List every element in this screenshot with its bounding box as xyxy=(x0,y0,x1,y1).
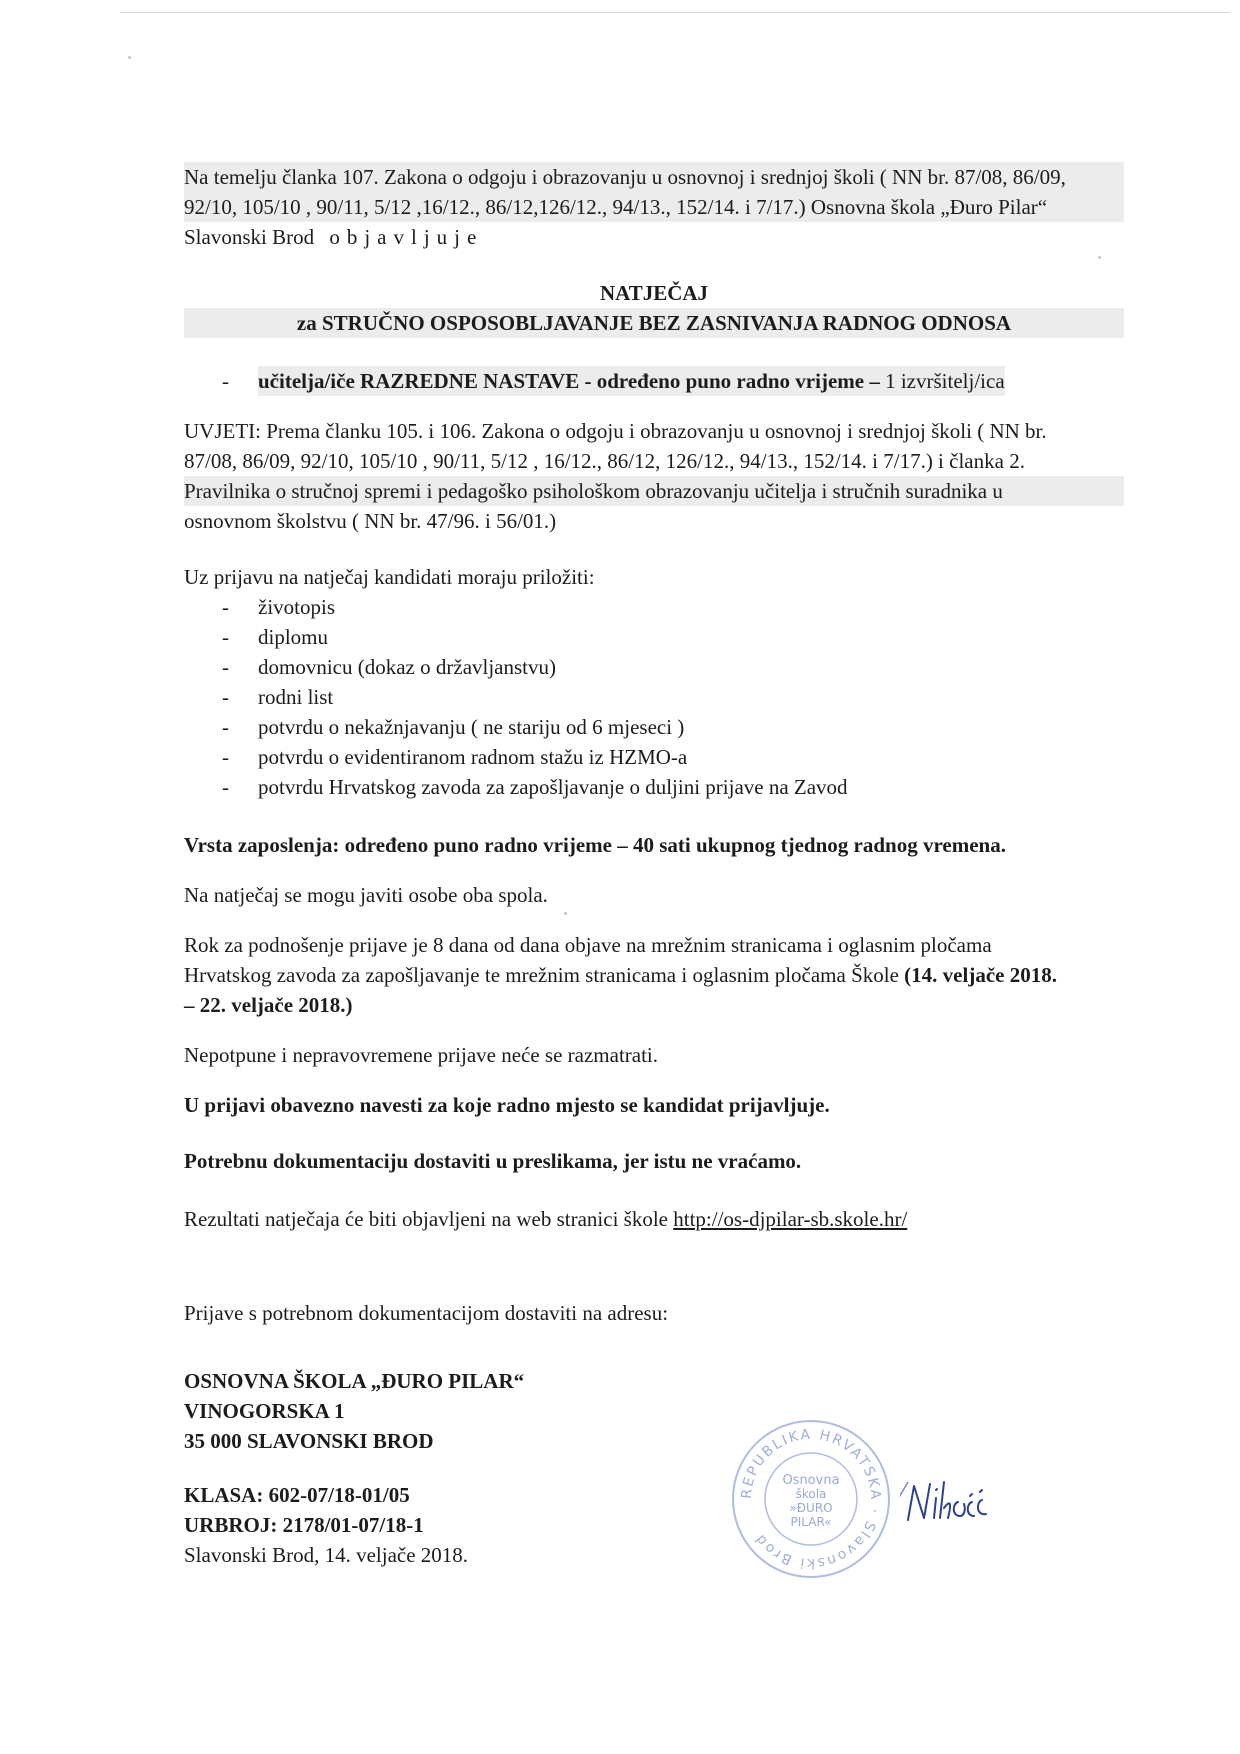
list-item: - životopis xyxy=(184,592,1124,622)
copies-note: Potrebnu dokumentaciju dostaviti u preslikama, jer istu ne vraćamo. xyxy=(184,1149,802,1173)
documents-section xyxy=(184,562,1124,802)
stamp-line: škola xyxy=(795,1487,827,1501)
position-count: 1 izvršitelj/ica xyxy=(885,369,1005,393)
deadline-line xyxy=(184,990,1124,1020)
conditions-paragraph xyxy=(184,416,1124,536)
deadline-paragraph xyxy=(184,930,1124,1020)
list-item: - potvrdu o evidentiranom radnom stažu iz HZMO-a xyxy=(184,742,1124,772)
stamp-line: Osnovna xyxy=(782,1473,840,1488)
list-item: - diplomu xyxy=(184,622,1124,652)
deadline-text: Hrvatskog zavoda za zapošljavanje te mrežnim stranicama i oglasnim pločama Škole xyxy=(184,963,899,987)
stamp-line: PILAR« xyxy=(790,1515,832,1529)
results-text: Rezultati natječaja će biti objavljeni na web stranici škole xyxy=(184,1207,668,1231)
klasa: KLASA: 602-07/18-01/05 xyxy=(184,1483,410,1507)
scan-speck xyxy=(1098,256,1101,259)
scan-edge-line xyxy=(120,12,1230,13)
deadline-line xyxy=(184,960,1124,990)
intro-line xyxy=(184,222,1124,252)
list-item: - domovnicu (dokaz o državljanstvu) xyxy=(184,652,1124,682)
address-lead: Prijave s potrebnom dokumentacijom dostaviti na adresu: xyxy=(184,1301,669,1325)
intro-line: Na temelju članka 107. Zakona o odgoju i obrazovanju u osnovnoj i srednjoj školi ( NN br. 87/08, 86/09, xyxy=(184,162,1124,192)
heading-title: NATJEČAJ xyxy=(599,281,709,305)
position-title: učitelja/iče RAZREDNE NASTAVE - određeno puno radno vrijeme – xyxy=(258,369,880,393)
conditions-line: osnovnom školstvu ( NN br. 47/96. i 56/01.) xyxy=(184,509,557,533)
employment-type: Vrsta zaposlenja: određeno puno radno vrijeme – 40 sati ukupnog tjednog radnog vremena. xyxy=(184,833,1006,857)
position-text xyxy=(258,366,1005,396)
conditions-line: Pravilnika o stručnoj spremi i pedagoško psihološkom obrazovanju učitelja i stručnih suradnika u xyxy=(184,476,1124,506)
heading-subtitle: za STRUČNO OSPOSOBLJAVANJE BEZ ZASNIVANJA RADNOG ODNOSA xyxy=(184,308,1124,338)
list-item: - potvrdu Hrvatskog zavoda za zapošljavanje o duljini prijave na Zavod xyxy=(184,772,1124,802)
deadline-end-date: – 22. veljače 2018.) xyxy=(184,993,353,1017)
heading xyxy=(184,278,1124,338)
documents-list xyxy=(184,592,1124,802)
intro-paragraph xyxy=(184,162,1124,252)
address-line: 35 000 SLAVONSKI BROD xyxy=(184,1429,434,1453)
school-address xyxy=(184,1366,1124,1456)
intro-line: 92/10, 105/10 , 90/11, 5/12 ,16/12., 86/12,126/12., 94/13., 152/14. i 7/17.) Osnovna škola „Đuro Pilar“ xyxy=(184,192,1124,222)
state-position-note: U prijavi obavezno navesti za koje radno mjesto se kandidat prijavljuje. xyxy=(184,1093,830,1117)
intro-announces: objavljuje xyxy=(329,225,484,249)
scan-speck xyxy=(564,912,567,915)
scan-speck xyxy=(128,56,131,59)
place-date: Slavonski Brod, 14. veljače 2018. xyxy=(184,1543,469,1567)
list-item: - potvrdu o nekažnjavanju ( ne stariju od 6 mjeseci ) xyxy=(184,712,1124,742)
gender-note: Na natječaj se mogu javiti osobe oba spola. xyxy=(184,883,548,907)
address-line: VINOGORSKA 1 xyxy=(184,1399,345,1423)
conditions-line: UVJETI: Prema članku 105. i 106. Zakona o odgoju i obrazovanju u osnovnoj i srednjoj školi ( NN br. xyxy=(184,419,1047,443)
intro-place: Slavonski Brod xyxy=(184,225,315,249)
incomplete-note: Nepotpune i nepravovremene prijave neće se razmatrati. xyxy=(184,1043,659,1067)
school-website-link[interactable]: http://os-djpilar-sb.skole.hr/ xyxy=(673,1207,908,1231)
conditions-line: 87/08, 86/09, 92/10, 105/10 , 90/11, 5/12 , 16/12., 86/12, 126/12., 94/13., 152/14. i 7/17.) i članka 2. xyxy=(184,449,1025,473)
stamp-line: »ĐURO xyxy=(789,1501,833,1515)
deadline-line: Rok za podnošenje prijave je 8 dana od dana objave na mrežnim stranicama i oglasnim pločama xyxy=(184,933,992,957)
documents-lead: Uz prijavu na natječaj kandidati moraju priložiti: xyxy=(184,565,595,589)
urbroj: URBROJ: 2178/01-07/18-1 xyxy=(184,1513,424,1537)
results-line xyxy=(184,1204,1124,1234)
deadline-start-date: (14. veljače 2018. xyxy=(904,963,1057,987)
position-dash: - xyxy=(222,369,229,393)
stamp-ring-text: REPUBLIKA HRVATSKA · Slavonski Brod xyxy=(738,1426,884,1572)
address-line: OSNOVNA ŠKOLA „ĐURO PILAR“ xyxy=(184,1369,525,1393)
school-stamp xyxy=(730,1418,892,1580)
signature xyxy=(900,1472,1020,1532)
list-item: - rodni list xyxy=(184,682,1124,712)
